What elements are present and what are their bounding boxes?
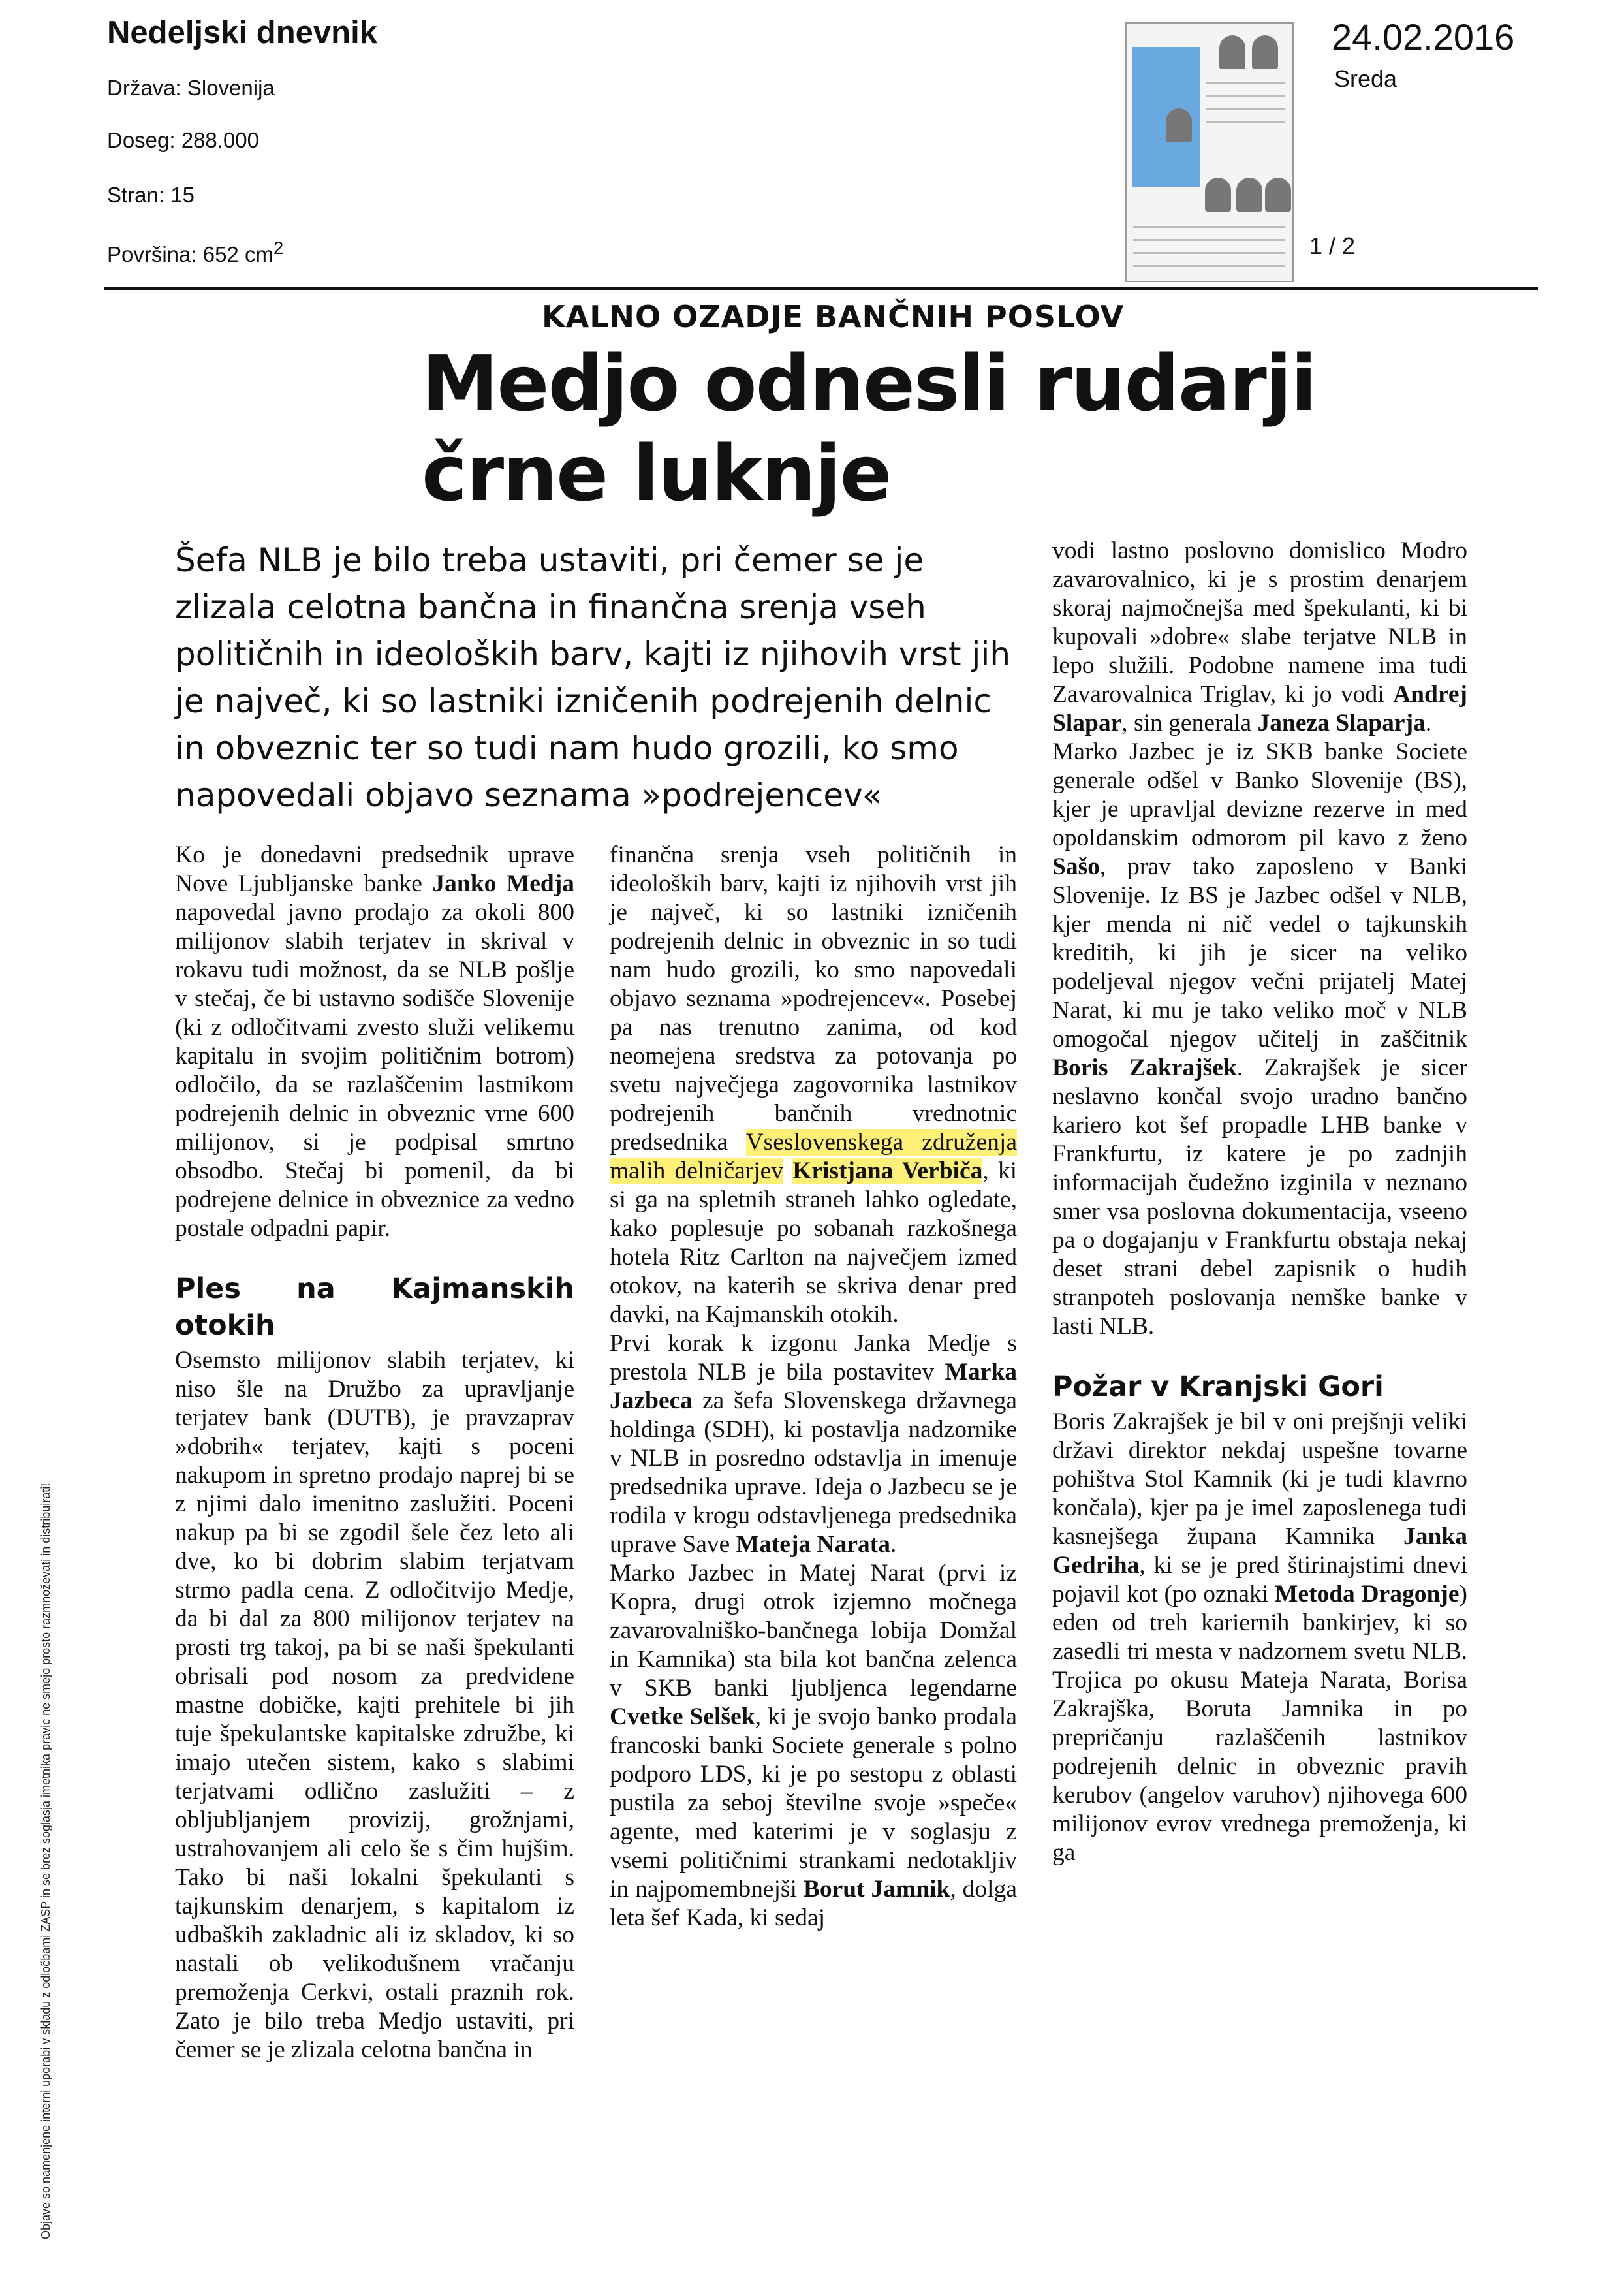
person-name: Cvetke Selšek bbox=[610, 1703, 755, 1730]
area-unit-superscript: 2 bbox=[273, 238, 284, 258]
text-run bbox=[783, 1158, 792, 1184]
thumbnail-text-line bbox=[1133, 265, 1285, 267]
person-name: Metoda Dragonje bbox=[1274, 1581, 1460, 1607]
text-run: Ko je donedavni predsednik uprave Nove Ljubljanske banke bbox=[175, 842, 574, 897]
headline-line-2: črne luknje bbox=[422, 428, 891, 518]
article-lead: Šefa NLB je bilo treba ustaviti, pri čemer se je zlizala celotna bančna in finančna srenja vseh političnih in ideoloških barv, kajti iz njihovih vrst jih je največ, ki so lastniki izničenih podrejenih delnic in obveznic ter so tudi nam hudo grozili, ko smo napovedali objavo seznama »podrejencev« bbox=[175, 541, 1011, 814]
text-run: za šefa Slovenskega državnega holdinga (SDH), ki postavlja nadzornike v NLB in posredno odstavlja in imenuje predsednika uprave. Ideja o Jazbecu se je rodila v krogu odstavljenega predsednika uprave Save bbox=[610, 1387, 1017, 1558]
text-run: vodi lastno poslovno domislico Modro zavarovalnico, ki je s prostim denarjem skoraj najmočnejša med špekulanti, ki bi kupovali »dobre« slabe terjatve NLB in lepo služili. Podobne namene ima tudi Zavarovalnica Triglav, ki jo vodi bbox=[1052, 537, 1467, 708]
text-run: , ki si ga na spletnih straneh lahko ogledate, kako poplesuje po sobanah razkošnega hotela Ritz Carlton na največjem izmed otokov, na katerih se skriva denar pred davki, na Kajmanskih otokih. bbox=[610, 1158, 1018, 1328]
highlighted-person-name: Kristjana Verbiča bbox=[792, 1158, 983, 1184]
person-name: Andrej Slapar bbox=[1052, 681, 1467, 736]
paragraph bbox=[610, 1329, 1017, 1559]
thumbnail-photo bbox=[1265, 178, 1291, 212]
thumbnail-text-line bbox=[1133, 252, 1285, 254]
thumbnail-text-line bbox=[1206, 121, 1285, 123]
thumbnail-photo bbox=[1219, 35, 1245, 69]
thumbnail-photo bbox=[1252, 35, 1278, 69]
person-name: Mateja Narata bbox=[736, 1531, 891, 1558]
text-run: Boris Zakrajšek je bil v oni prejšnji veliki državi direktor nekdaj uspešne tovarne pohištva Stol Kamnik (ki je tudi klavrno končala), kjer pa je imel zaposlenega tudi kasnejšega župana Kamnika bbox=[1052, 1408, 1467, 1550]
person-name: Janko Medja bbox=[432, 870, 575, 897]
area-value: Površina: 652 cm bbox=[107, 242, 273, 266]
thumbnail-text-line bbox=[1206, 108, 1285, 110]
article-column-1 bbox=[175, 841, 574, 2064]
text-run: , prav tako zaposleno v Banki Slovenije. Iz BS je Jazbec odšel v NLB, kjer menda ni nič vedel o tajkunskih kreditih, ki jih je sicer na veliko podeljeval njegov večni prijatelj Matej Narat, ki mu je tako veliko moč v NLB omogočal njegov učitelj in zaščitnik bbox=[1052, 853, 1467, 1052]
text-run: finančna srenja vseh političnih in ideoloških barv, kajti iz njihovih vrst jih je največ, ki so lastniki izničenih podrejenih delnic in obveznic in so tudi nam hudo grozili, ko smo napovedali objavo seznama »podrejencev«. Posebej pa nas trenutno zanima, od kod neomejena sredstva za potovanja po svetu največjega zagovornika lastnikov podrejenih bančnih vrednotnic predsednika bbox=[610, 842, 1017, 1156]
paragraph bbox=[1052, 1408, 1467, 1867]
paragraph bbox=[610, 841, 1017, 1329]
page-number-label: Stran: 15 bbox=[107, 183, 195, 207]
text-run: Marko Jazbec je iz SKB banke Societe generale odšel v Banko Slovenije (BS), kjer je upravljal devizne rezerve in med opoldanskim odmorom pil kavo z ženo bbox=[1052, 738, 1467, 851]
person-name: Janeza Slaparja bbox=[1257, 710, 1426, 736]
text-run: . bbox=[890, 1531, 897, 1558]
thumbnail-photo bbox=[1205, 178, 1231, 212]
text-run: ) eden od treh kariernih bankirjev, ki so zasedli tri mesta v nadzornem svetu NLB. Trojica po okusu Mateja Narata, Borisa Zakrajška, Boruta Jamnika in po prepričanju razlaščenih lastnikov podrejenih delnic in obveznic pravih kerubov (angelov varuhov) njihovega 600 milijonov evrov vrednega premoženja, ki ga bbox=[1052, 1581, 1467, 1866]
text-run: , ki je svojo banko prodala francoski banki Societe generale s polno podporo LDS, ki je po sestopu z oblasti pustila za seboj številne svoje »speče« agente, med katerimi je v soglasju z vsemi političnimi strankami nedotakljiv in najpomembnejši bbox=[610, 1703, 1017, 1903]
text-run: napovedal javno prodajo za okoli 800 milijonov slabih terjatev in skrival v rokavu tudi možnost, da se NLB pošlje v stečaj, če bi ustavno sodišče Slovenije (ki z odločitvami zvesto služi velikemu kapitalu in svojim političnim botrom) odločilo, da se razlaščenim lastnikom podrejenih delnic in obveznic vrne 600 milijonov, si je podpisal smrtno obsodbo. Stečaj bi pomenil, da bi podrejene delnice in obveznice za vedno postale odpadni papir. bbox=[175, 899, 574, 1242]
paragraph bbox=[1052, 537, 1467, 738]
article-column-2 bbox=[610, 841, 1017, 1933]
page-thumbnail[interactable] bbox=[1125, 22, 1294, 282]
subheading: Ples na Kajmanskih otokih bbox=[175, 1272, 574, 1342]
person-name: Boris Zakrajšek bbox=[1052, 1054, 1237, 1081]
thumbnail-text-line bbox=[1206, 82, 1285, 84]
article-column-3 bbox=[1052, 537, 1467, 1867]
text-run: Marko Jazbec in Matej Narat (prvi iz Kopra, drugi otrok izjemno močnega zavarovalniško-bančnega lobija Domžal in Kamnika) sta bila kot bančna zelenca v SKB banki ljubljenca legendarne bbox=[610, 1560, 1017, 1701]
issue-date: 24.02.2016 bbox=[1332, 16, 1515, 57]
article-kicker: KALNO OZADJE BANČNIH POSLOV bbox=[542, 299, 1125, 334]
highlighted-text: Vseslovenskega združenja malih delničarjev bbox=[610, 1129, 1017, 1184]
thumbnail-photo bbox=[1166, 108, 1192, 142]
reach-label: Doseg: 288.000 bbox=[107, 128, 260, 152]
person-name: Janka Gedriha bbox=[1052, 1523, 1467, 1579]
copyright-notice: Objave so namenjene interni uporabi v skladu z odločbami ZASP in se brez soglasja imetnika pravic ne smejo prosto razmnoževati in distribuirati! bbox=[39, 1483, 52, 2239]
thumbnail-text-line bbox=[1206, 95, 1285, 97]
text-run: . Zakrajšek je sicer neslavno končal svojo uradno bančno kariero kot šef propadle LHB banke v Frankfurtu, iz katere je po zadnjih informacijah čudežno izginila v neznano smer vsa poslovna dokumentacija, vseeno pa o dogajanju v Frankfurtu obstaja nekaj deset strani debel zapisnik o hudih stranpoteh poslovanja nemške banke v lasti NLB. bbox=[1052, 1054, 1467, 1340]
text-run: , sin generala bbox=[1121, 710, 1258, 736]
person-name: Marka Jazbeca bbox=[610, 1359, 1017, 1414]
area-label bbox=[107, 238, 283, 267]
text-run: Prvi korak k izgonu Janka Medje s prestola NLB je bila postavitev bbox=[610, 1330, 1017, 1385]
thumbnail-text-line bbox=[1133, 239, 1285, 241]
paragraph bbox=[175, 841, 574, 1243]
thumbnail-photo bbox=[1236, 178, 1262, 212]
country-label: Država: Slovenija bbox=[107, 76, 275, 100]
paragraph bbox=[1052, 738, 1467, 1341]
text-run: , dolga leta šef Kada, ki sedaj bbox=[610, 1876, 1017, 1931]
paragraph bbox=[610, 1559, 1017, 1933]
article-headline bbox=[422, 338, 1316, 518]
person-name: Sašo bbox=[1052, 853, 1100, 880]
headline-line-1: Medjo odnesli rudarji bbox=[422, 338, 1316, 428]
thumbnail-text-line bbox=[1133, 226, 1285, 228]
subheading: Požar v Kranjski Gori bbox=[1052, 1370, 1384, 1403]
text-run: , ki se je pred štirinajstimi dnevi pojavil kot (po oznaki bbox=[1052, 1552, 1467, 1607]
person-name: Borut Jamnik bbox=[803, 1876, 950, 1903]
pagination-label: 1 / 2 bbox=[1309, 232, 1356, 259]
header-divider bbox=[104, 287, 1538, 290]
publication-name: Nedeljski dnevnik bbox=[107, 15, 377, 50]
text-run: . bbox=[1425, 710, 1432, 736]
paragraph: Osemsto milijonov slabih terjatev, ki niso šle na Družbo za upravljanje terjatev bank (DUTB), je pravzaprav »dobrih« terjatev, kajti s poceni nakupom in spretno prodajo naprej bi se z njimi dalo imenitno zaslužiti. Poceni nakup pa bi se zgodil šele čez leto ali dve, ko bi dobrim slabim terjatvam strmo padla cena. Z odločitvijo Medje, da bi dal za 800 milijonov terjatev na prosti trg takoj, pa bi se naši špekulanti obrisali pod nosom za predvidene mastne dobičke, kajti prehitele bi jih tuje špekulantske kapitalske združbe, ki imajo utečen sistem, kako s slabimi terjatvami odlično zaslužiti – z obljubljanjem provizij, grožnjami, ustrahovanjem ali celo še s čim hujšim. Tako bi naši lokalni špekulanti s tajkunskim denarjem, s kapitalom iz udbaških zakladnic ali iz skladov, ki so nastali ob velikodušnem vračanju premoženja Cerkvi, ostali praznih rok. Zato je bilo treba Medjo ustaviti, pri čemer se je zlizala celotna bančna in bbox=[175, 1347, 574, 2063]
issue-weekday: Sreda bbox=[1334, 65, 1398, 92]
